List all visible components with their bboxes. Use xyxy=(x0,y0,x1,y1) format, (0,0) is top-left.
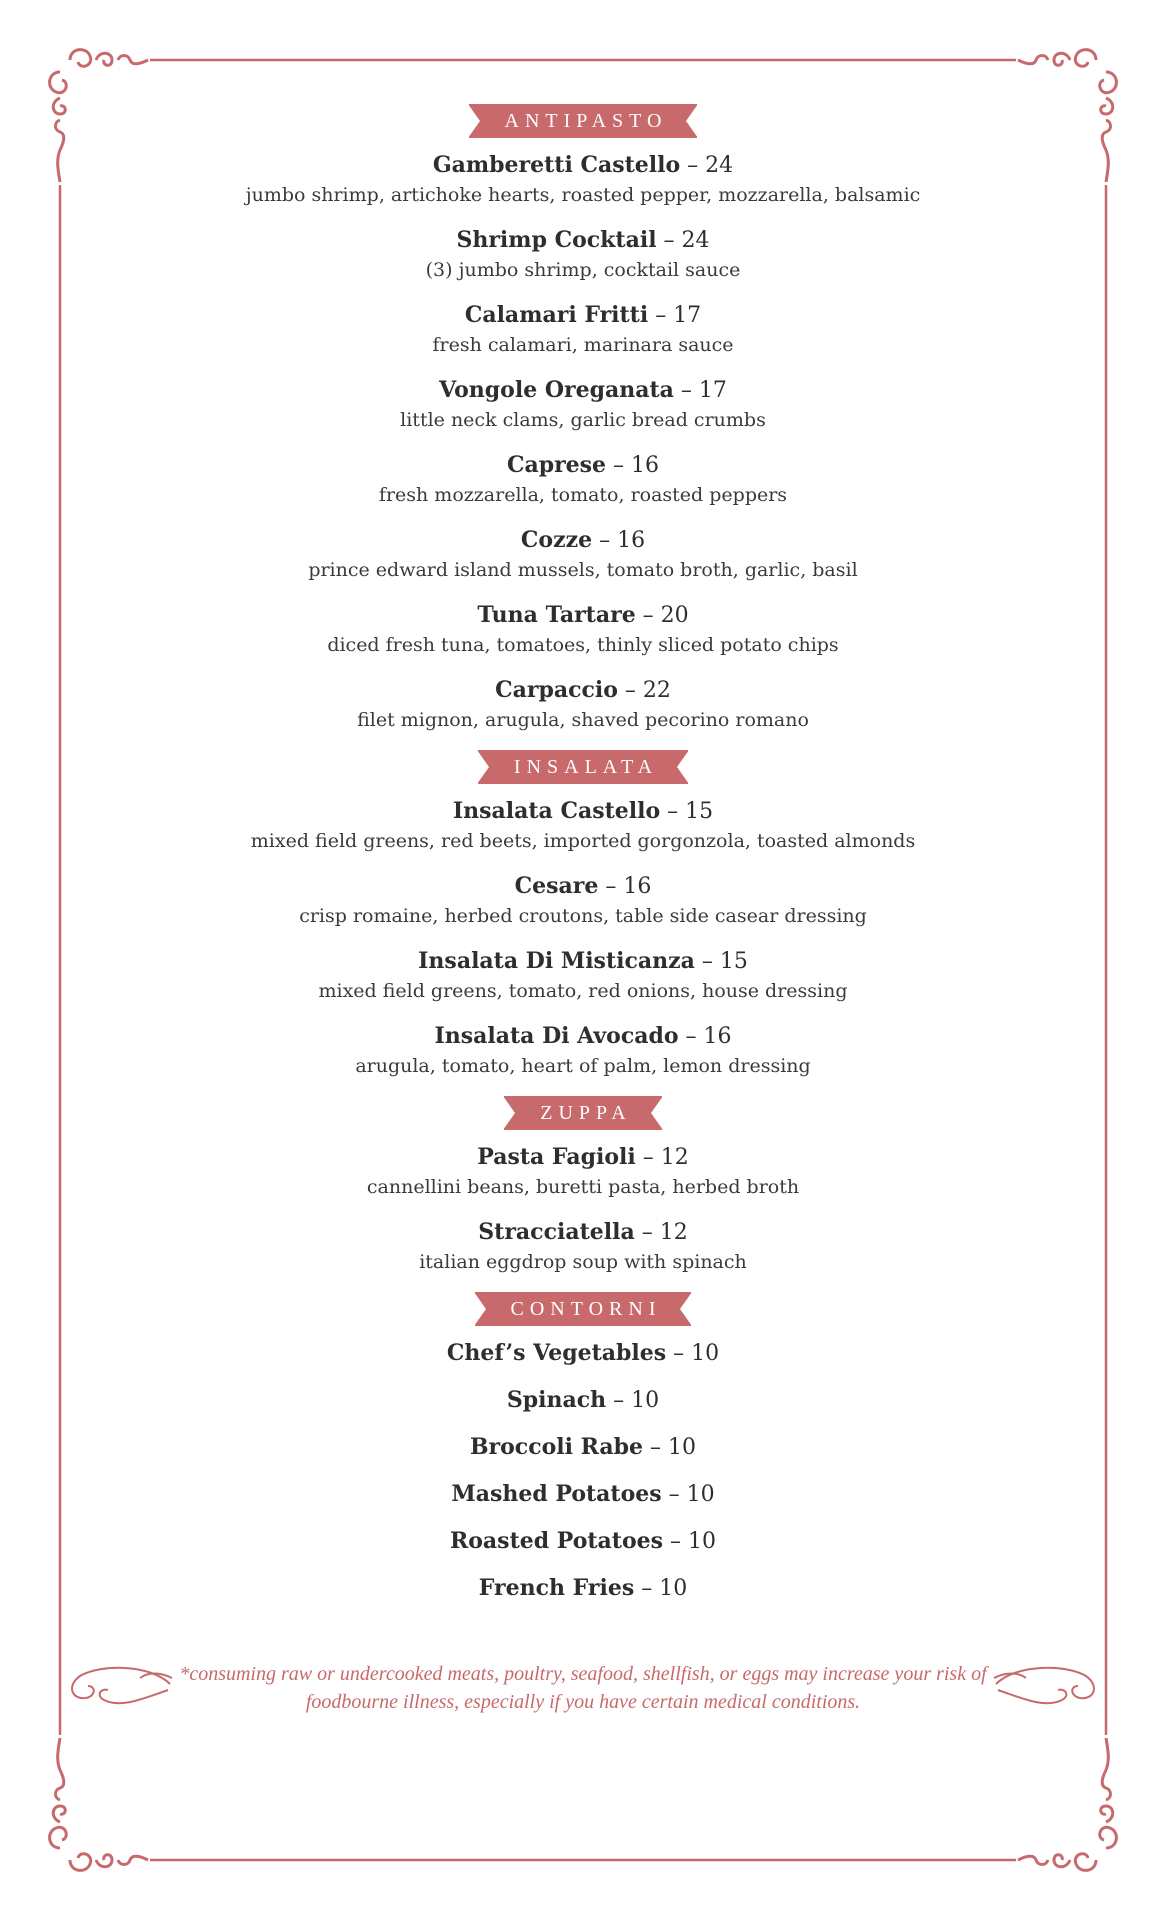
menu-item-title xyxy=(150,796,1016,827)
disclaimer-line-2: foodbourne illness, especially if you have certain medical conditions. xyxy=(305,1691,861,1713)
menu-item-title xyxy=(150,600,1016,631)
menu-item-name: Calamari Fritti xyxy=(464,302,649,328)
menu-item-price: – 17 xyxy=(673,378,727,403)
menu-section xyxy=(150,750,1016,1080)
side-swirl-icon xyxy=(994,1668,1094,1703)
menu-item-description: arugula, tomato, heart of palm, lemon dressing xyxy=(355,1055,811,1077)
menu-item xyxy=(150,1573,1016,1604)
menu-item-name: Insalata Di Avocado xyxy=(434,1023,679,1049)
menu-item xyxy=(150,1385,1016,1416)
section-heading: ZUPPA xyxy=(504,1096,662,1130)
menu-item-description: cannellini beans, buretti pasta, herbed broth xyxy=(366,1176,800,1198)
menu-item-name: Spinach xyxy=(506,1387,607,1413)
menu-item-description: fresh mozzarella, tomato, roasted peppers xyxy=(378,484,788,506)
menu-item-title xyxy=(150,1573,1016,1604)
menu-item-price: – 22 xyxy=(617,678,671,703)
menu-item-name: Shrimp Cocktail xyxy=(456,227,657,253)
menu-item-name: Pasta Fagioli xyxy=(477,1144,636,1170)
menu-item-price: – 24 xyxy=(680,153,734,178)
corner-flourish-icon xyxy=(1018,1738,1116,1870)
menu-item-title xyxy=(150,525,1016,556)
menu-item xyxy=(150,1526,1016,1557)
menu-item xyxy=(150,1217,1016,1276)
menu-item-description: crisp romaine, herbed croutons, table side casear dressing xyxy=(299,905,867,927)
menu-section xyxy=(150,104,1016,734)
menu-item-name: French Fries xyxy=(478,1575,635,1601)
menu-item-price: – 15 xyxy=(660,799,714,824)
menu-content xyxy=(150,104,1016,1620)
menu-item-title xyxy=(150,1142,1016,1173)
menu-item-title xyxy=(150,946,1016,977)
menu-item-name: Insalata Di Misticanza xyxy=(418,948,695,974)
menu-item-title xyxy=(150,1217,1016,1248)
menu-item-title xyxy=(150,150,1016,181)
menu-item-name: Chef’s Vegetables xyxy=(446,1340,667,1366)
menu-item-description: italian eggdrop soup with spinach xyxy=(419,1251,747,1273)
menu-item-name: Mashed Potatoes xyxy=(451,1481,662,1507)
menu-item-title xyxy=(150,1479,1016,1510)
menu-item-price: – 16 xyxy=(606,453,660,478)
menu-item-description: diced fresh tuna, tomatoes, thinly sliced potato chips xyxy=(327,634,839,656)
corner-flourish-icon xyxy=(1018,50,1116,182)
menu-item xyxy=(150,1479,1016,1510)
menu-item-title xyxy=(150,871,1016,902)
menu-item-description: mixed field greens, red beets, imported gorgonzola, toasted almonds xyxy=(250,830,916,852)
menu-item-price: – 15 xyxy=(694,949,748,974)
menu-item xyxy=(150,225,1016,284)
menu-item xyxy=(150,150,1016,209)
menu-item-description: little neck clams, garlic bread crumbs xyxy=(400,409,766,431)
menu-item-title xyxy=(150,675,1016,706)
section-heading: ANTIPASTO xyxy=(469,104,698,138)
menu-item-price: – 16 xyxy=(678,1024,732,1049)
menu-item-price: – 10 xyxy=(643,1435,697,1460)
menu-item xyxy=(150,525,1016,584)
menu-item-name: Gamberetti Castello xyxy=(432,152,681,178)
menu-item-title xyxy=(150,1338,1016,1369)
menu-section xyxy=(150,1096,1016,1276)
menu-item xyxy=(150,871,1016,930)
menu-section xyxy=(150,1292,1016,1604)
section-heading: CONTORNI xyxy=(475,1292,692,1326)
menu-item-description: mixed field greens, tomato, red onions, house dressing xyxy=(318,980,848,1002)
menu-item xyxy=(150,600,1016,659)
menu-item-description: prince edward island mussels, tomato broth, garlic, basil xyxy=(308,559,858,581)
disclaimer xyxy=(175,1660,991,1716)
menu-item-description: jumbo shrimp, artichoke hearts, roasted pepper, mozzarella, balsamic xyxy=(245,184,921,206)
menu-item-name: Cozze xyxy=(520,527,593,553)
menu-item-name: Carpaccio xyxy=(495,677,618,703)
menu-item-price: – 10 xyxy=(606,1388,660,1413)
menu-item-price: – 16 xyxy=(598,874,652,899)
menu-item xyxy=(150,1021,1016,1080)
disclaimer-line-1: *consuming raw or undercooked meats, poultry, seafood, shellfish, or eggs may increase your risk of xyxy=(179,1663,987,1685)
menu-item-name: Vongole Oreganata xyxy=(439,377,674,403)
menu-item-title xyxy=(150,1385,1016,1416)
menu-item-price: – 24 xyxy=(656,228,710,253)
menu-item-price: – 16 xyxy=(592,528,646,553)
menu-item-title xyxy=(150,375,1016,406)
corner-flourish-icon xyxy=(50,50,148,182)
menu-item-description: (3) jumbo shrimp, cocktail sauce xyxy=(425,259,741,281)
menu-item xyxy=(150,1142,1016,1201)
menu-item-description: fresh calamari, marinara sauce xyxy=(432,334,734,356)
menu-item xyxy=(150,375,1016,434)
side-swirl-icon xyxy=(72,1668,172,1703)
menu-item-description: filet mignon, arugula, shaved pecorino romano xyxy=(357,709,809,731)
menu-item-price: – 20 xyxy=(635,603,689,628)
menu-item-name: Cesare xyxy=(514,873,599,899)
menu-item-title xyxy=(150,1432,1016,1463)
menu-item xyxy=(150,946,1016,1005)
menu-item-price: – 10 xyxy=(661,1482,715,1507)
menu-item xyxy=(150,796,1016,855)
section-heading: INSALATA xyxy=(478,750,688,784)
menu-item-title xyxy=(150,225,1016,256)
menu-item-title xyxy=(150,450,1016,481)
menu-item-title xyxy=(150,1526,1016,1557)
corner-flourish-icon xyxy=(50,1738,148,1870)
menu-item-price: – 12 xyxy=(635,1145,689,1170)
menu-item-title xyxy=(150,300,1016,331)
menu-item-name: Broccoli Rabe xyxy=(469,1434,644,1460)
menu-item-price: – 10 xyxy=(666,1341,720,1366)
menu-item xyxy=(150,1432,1016,1463)
menu-item-price: – 10 xyxy=(663,1529,717,1554)
menu-item-name: Stracciatella xyxy=(478,1219,635,1245)
menu-item xyxy=(150,300,1016,359)
menu-item-title xyxy=(150,1021,1016,1052)
menu-item-price: – 10 xyxy=(634,1576,688,1601)
menu-item-price: – 17 xyxy=(648,303,702,328)
menu-item-name: Tuna Tartare xyxy=(477,602,636,628)
menu-item-name: Caprese xyxy=(506,452,607,478)
menu-item xyxy=(150,675,1016,734)
menu-item-name: Roasted Potatoes xyxy=(449,1528,664,1554)
menu-item-name: Insalata Castello xyxy=(452,798,661,824)
menu-item xyxy=(150,1338,1016,1369)
menu-item xyxy=(150,450,1016,509)
menu-item-price: – 12 xyxy=(634,1220,688,1245)
